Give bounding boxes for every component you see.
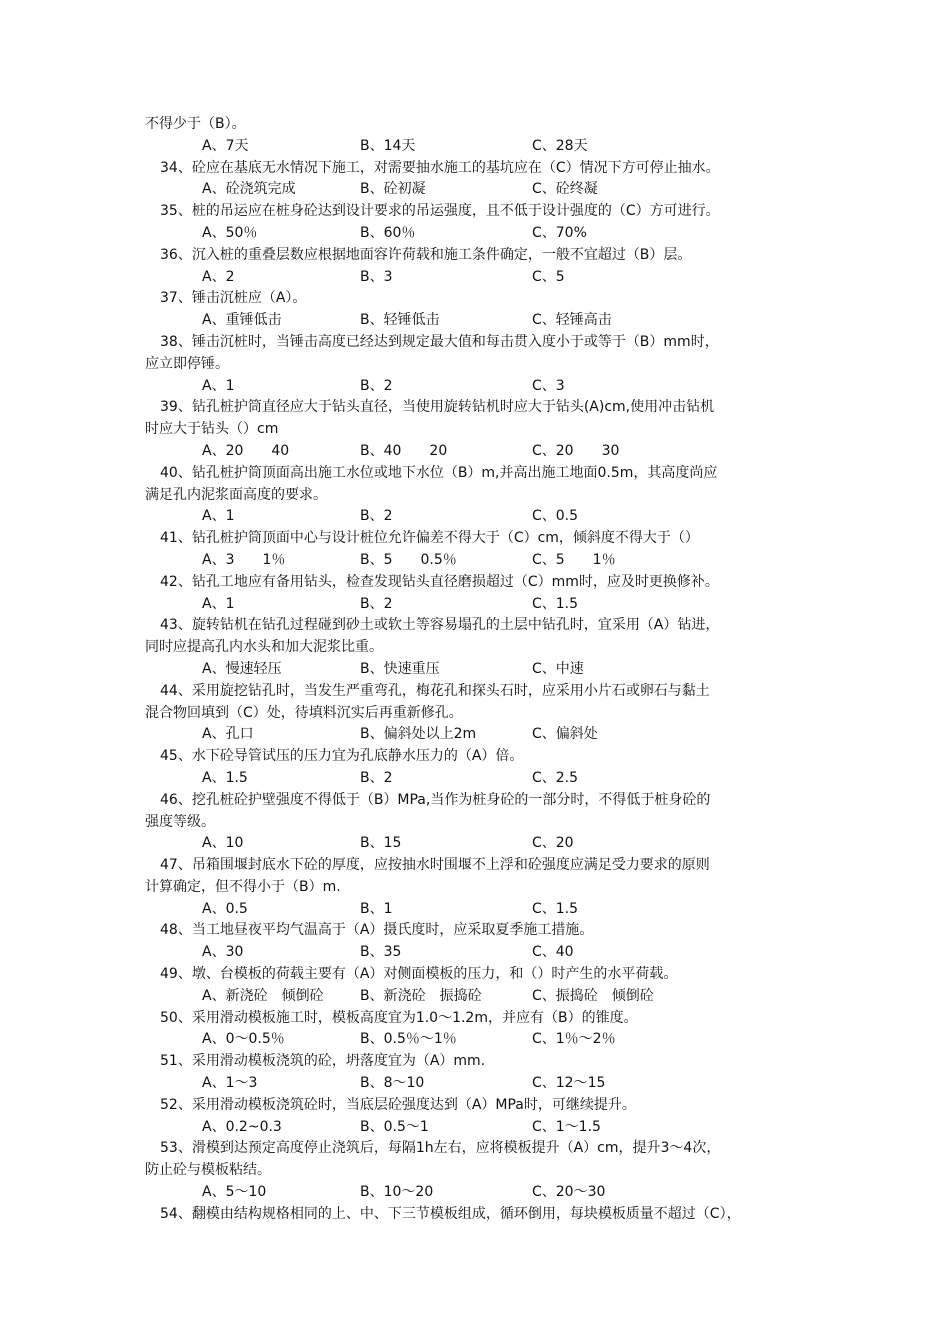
option-c: C、20 30 <box>532 442 620 459</box>
option-b: B、砼初凝 <box>360 181 426 198</box>
option-c: C、1.5 <box>532 595 579 612</box>
option-a: A、20 40 <box>202 442 290 459</box>
answer-options <box>145 441 811 463</box>
answer-options <box>145 136 811 158</box>
option-c: C、1％～2％ <box>532 1031 616 1048</box>
option-c: C、偏斜处 <box>532 726 598 743</box>
option-b: B、快速重压 <box>360 660 440 677</box>
answer-options <box>145 724 811 746</box>
question-text: 50、采用滑动模板施工时，模板高度宜为1.0～1.2m，并应有（B）的锥度。 <box>160 1009 638 1026</box>
answer-options <box>145 768 811 790</box>
text-line: 同时应提高孔内水头和加大泥浆比重。 <box>145 639 383 656</box>
option-b: B、2 <box>360 377 393 394</box>
question-text: 34、砼应在基底无水情况下施工，对需要抽水施工的基坑应在（C）情况下方可停止抽水。 <box>160 159 720 176</box>
question-text: 49、墩、台模板的荷载主要有（A）对侧面模板的压力，和（）时产生的水平荷载。 <box>160 966 678 983</box>
option-b: B、3 <box>360 268 393 285</box>
option-b: B、2 <box>360 595 393 612</box>
option-a: A、1～3 <box>202 1075 258 1092</box>
question-text: 53、滑模到达预定高度停止浇筑后，每隔1h左右，应将模板提升（A）cm，提升3～4次， <box>160 1140 721 1157</box>
option-a: A、新浇砼 倾倒砼 <box>202 987 324 1004</box>
option-b: B、轻锤低击 <box>360 312 440 329</box>
option-c: C、3 <box>532 377 565 394</box>
option-a: A、1 <box>202 377 235 394</box>
question-text: 42、钻孔工地应有备用钻头，检查发现钻头直径磨损超过（C）mm时，应及时更换修补。 <box>160 573 719 590</box>
text-line: 强度等级。 <box>145 813 215 830</box>
option-a: A、慢速轻压 <box>202 660 282 677</box>
question-text: 52、采用滑动模板浇筑砼时，当底层砼强度达到（A）MPa时，可继续提升。 <box>160 1096 636 1113</box>
option-b: B、10～20 <box>360 1184 434 1201</box>
text-line: 混合物回填到（C）处，待填料沉实后再重新修孔。 <box>145 704 463 721</box>
option-c: C、5 1％ <box>532 551 616 568</box>
answer-options <box>145 899 811 921</box>
option-b: B、40 20 <box>360 442 448 459</box>
question-text: 41、钻孔桩护筒顶面中心与设计桩位允许偏差不得大于（C）cm，倾斜度不得大于（） <box>160 530 699 547</box>
question-text: 46、挖孔桩砼护壁强度不得低于（B）MPa,当作为桩身砼的一部分时，不得低于桩身砼的 <box>160 791 711 808</box>
question-text: 48、当工地昼夜平均气温高于（A）摄氏度时，应采取夏季施工措施。 <box>160 922 594 939</box>
document-body <box>145 114 811 1226</box>
answer-options <box>145 659 811 681</box>
answer-options <box>145 267 811 289</box>
answer-options <box>145 1029 811 1051</box>
option-a: A、5～10 <box>202 1184 267 1201</box>
option-c: C、振捣砼 倾倒砼 <box>532 987 654 1004</box>
option-a: A、孔口 <box>202 726 254 743</box>
option-c: C、40 <box>532 944 574 961</box>
option-b: B、5 0.5％ <box>360 551 457 568</box>
option-c: C、20 <box>532 835 574 852</box>
text-line: 计算确定，但不得小于（B）m. <box>145 878 341 895</box>
option-c: C、70% <box>532 224 587 241</box>
text-line: 应立即停锤。 <box>145 355 229 372</box>
option-b: B、15 <box>360 835 402 852</box>
option-a: A、0.2~0.3 <box>202 1118 282 1135</box>
option-a: A、重锤低击 <box>202 312 282 329</box>
option-b: B、偏斜处以上2m <box>360 726 477 743</box>
option-a: A、10 <box>202 835 244 852</box>
option-b: B、14天 <box>360 137 416 154</box>
option-b: B、1 <box>360 900 393 917</box>
question-text: 44、采用旋挖钻孔时，当发生严重弯孔，梅花孔和探头石时，应采用小片石或卵石与黏土 <box>160 682 710 699</box>
option-c: C、12～15 <box>532 1075 606 1092</box>
question-text: 38、锤击沉桩时，当锤击高度已经达到规定最大值和每击贯入度小于或等于（B）mm时， <box>160 333 719 350</box>
answer-options <box>145 376 811 398</box>
option-b: B、2 <box>360 769 393 786</box>
option-b: B、0.5％～1％ <box>360 1031 457 1048</box>
option-c: C、轻锤高击 <box>532 312 612 329</box>
option-a: A、0.5 <box>202 900 248 917</box>
option-a: A、1 <box>202 508 235 525</box>
option-a: A、7天 <box>202 137 249 154</box>
question-text: 51、采用滑动模板浇筑的砼，坍落度宜为（A）mm. <box>160 1053 486 1070</box>
option-b: B、35 <box>360 944 402 961</box>
option-a: A、1 <box>202 595 235 612</box>
text-line: 满足孔内泥浆面高度的要求。 <box>145 486 327 503</box>
answer-options <box>145 506 811 528</box>
answer-options <box>145 986 811 1008</box>
option-c: C、2.5 <box>532 769 579 786</box>
question-text: 43、旋转钻机在钻孔过程碰到砂土或软土等容易塌孔的土层中钻孔时，宜采用（A）钻进， <box>160 617 720 634</box>
option-a: A、3 1％ <box>202 551 286 568</box>
answer-options <box>145 223 811 245</box>
question-text: 37、锤击沉桩应（A）。 <box>160 290 307 307</box>
option-c: C、1～1.5 <box>532 1118 601 1135</box>
option-b: B、2 <box>360 508 393 525</box>
option-c: C、5 <box>532 268 565 285</box>
answer-options <box>145 310 811 332</box>
text-line: 不得少于（B）。 <box>145 116 246 132</box>
answer-options <box>145 179 811 201</box>
option-c: C、中速 <box>532 660 584 677</box>
option-c: C、20～30 <box>532 1184 606 1201</box>
option-a: A、50％ <box>202 224 258 241</box>
answer-options <box>145 1182 811 1204</box>
option-b: B、0.5～1 <box>360 1118 429 1135</box>
option-a: A、30 <box>202 944 244 961</box>
option-b: B、新浇砼 振捣砼 <box>360 987 482 1004</box>
option-c: C、28天 <box>532 137 588 154</box>
option-c: C、1.5 <box>532 900 579 917</box>
question-text: 45、水下砼导管试压的压力宜为孔底静水压力的（A）倍。 <box>160 748 524 765</box>
option-c: C、0.5 <box>532 508 579 525</box>
question-text: 47、吊箱围堰封底水下砼的厚度，应按抽水时围堰不上浮和砼强度应满足受力要求的原则 <box>160 857 710 874</box>
option-b: B、60％ <box>360 224 416 241</box>
question-text: 35、桩的吊运应在桩身砼达到设计要求的吊运强度，且不低于设计强度的（C）方可进行。 <box>160 203 720 220</box>
answer-options <box>145 942 811 964</box>
text-line: 时应大于钻头（）cm <box>145 421 279 438</box>
question-text: 54、翻模由结构规格相同的上、中、下三节模板组成，循环倒用，每块模板质量不超过（C）， <box>160 1205 741 1222</box>
option-c: C、砼终凝 <box>532 181 598 198</box>
answer-options <box>145 833 811 855</box>
text-line: 防止砼与模板粘结。 <box>145 1162 271 1179</box>
option-a: A、1.5 <box>202 769 248 786</box>
question-text: 39、钻孔桩护筒直径应大于钻头直径，当使用旋转钻机时应大于钻头(A)cm,使用冲击钻机 <box>160 399 715 416</box>
question-text: 40、钻孔桩护筒顶面高出施工水位或地下水位（B）m,并高出施工地面0.5m，其高度尚应 <box>160 464 718 481</box>
question-text: 36、沉入桩的重叠层数应根据地面容许荷载和施工条件确定，一般不宜超过（B）层。 <box>160 246 692 263</box>
option-b: B、8～10 <box>360 1075 425 1092</box>
answer-options <box>145 594 811 616</box>
option-a: A、2 <box>202 268 235 285</box>
answer-options <box>145 1073 811 1095</box>
option-a: A、0～0.5％ <box>202 1031 285 1048</box>
answer-options <box>145 1117 811 1139</box>
option-a: A、砼浇筑完成 <box>202 181 296 198</box>
answer-options <box>145 550 811 572</box>
